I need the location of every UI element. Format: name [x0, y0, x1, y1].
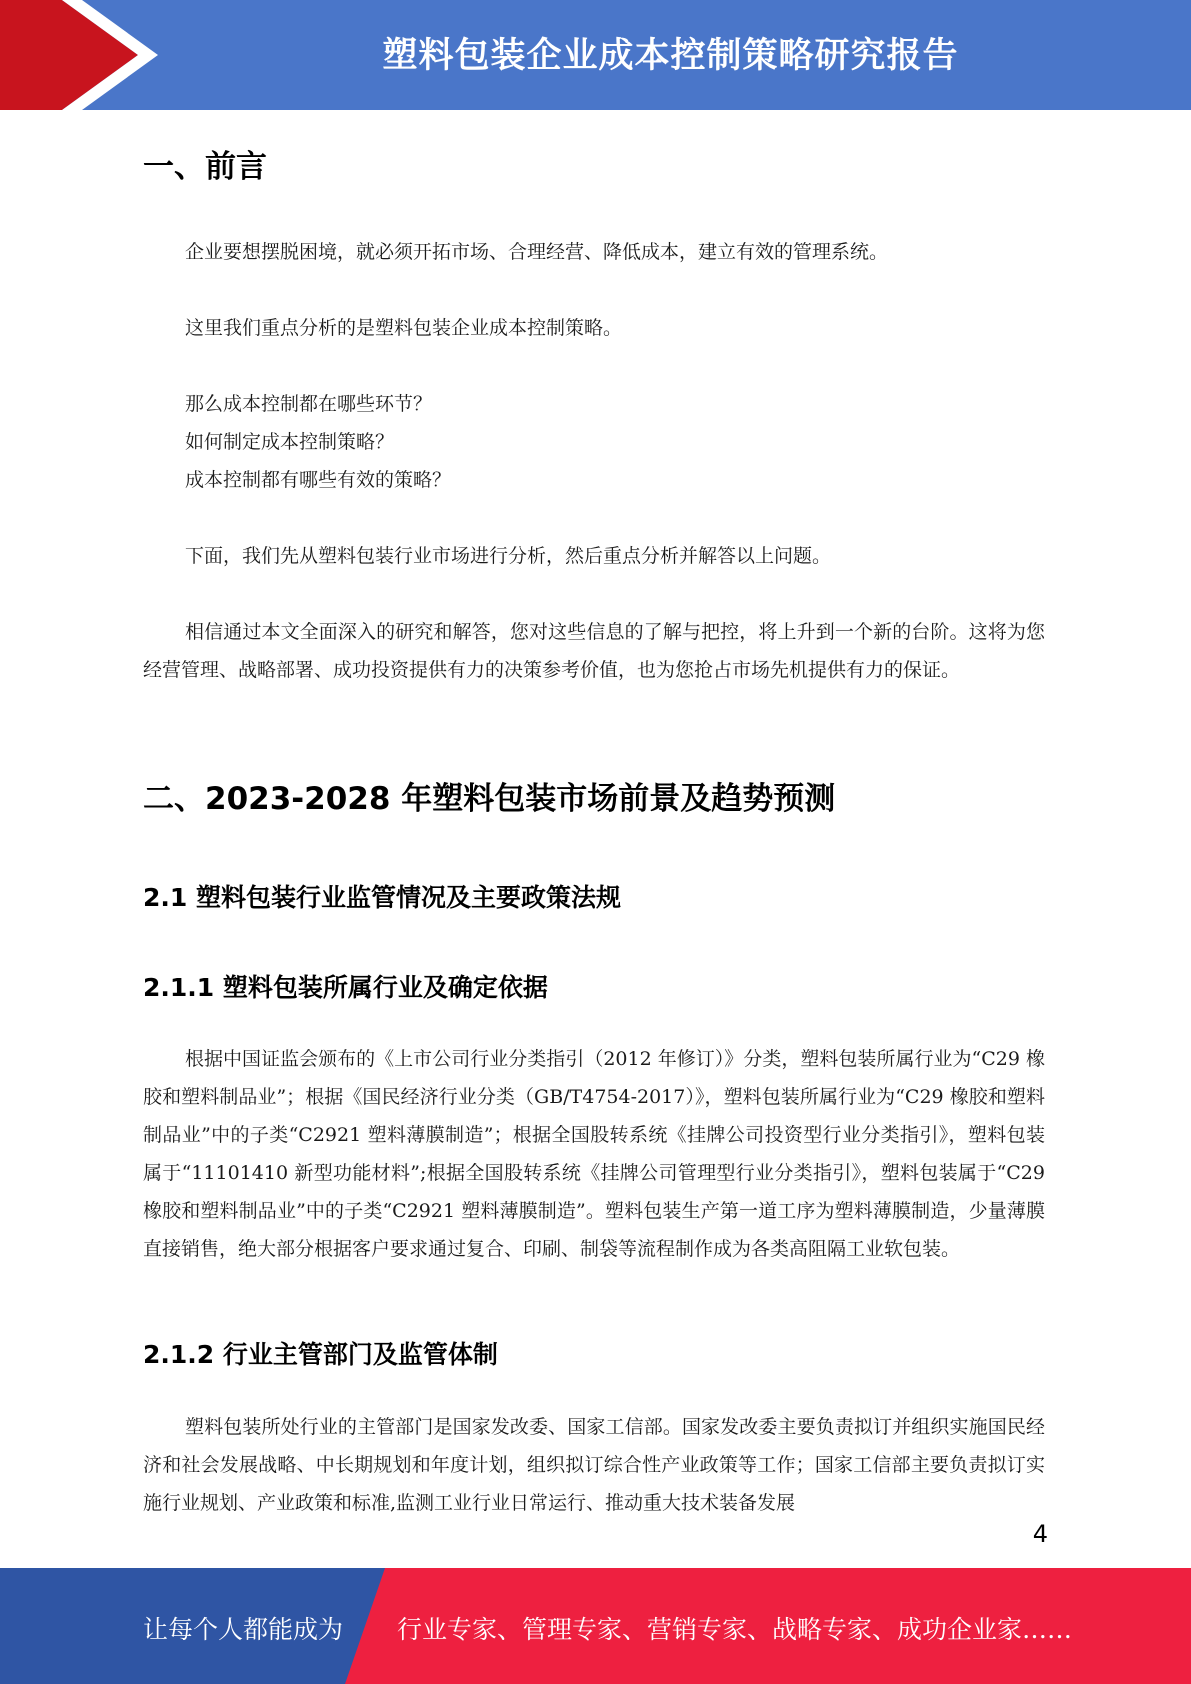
paragraph: 企业要想摆脱困境，就必须开拓市场、合理经营、降低成本，建立有效的管理系统。: [185, 241, 889, 263]
header-chevron-decoration: [0, 0, 160, 110]
question-line: 那么成本控制都在哪些环节？: [185, 393, 433, 415]
subsection-heading-regulation: 2.1 塑料包装行业监管情况及主要政策法规: [143, 883, 621, 912]
paragraph: 这里我们重点分析的是塑料包装企业成本控制策略。: [185, 317, 623, 339]
subsection-heading-authority: 2.1.2 行业主管部门及监管体制: [143, 1340, 498, 1369]
footer-slogan-right: 行业专家、管理专家、营销专家、战略专家、成功企业家……: [397, 1615, 1073, 1644]
section-heading-preface: 一、前言: [143, 149, 267, 185]
footer-slogan-left: 让每个人都能成为: [143, 1615, 344, 1644]
paragraph: 根据中国证监会颁布的《上市公司行业分类指引（2012 年修订）》分类，塑料包装所属行业为“C29 橡胶和塑料制品业”；根据《国民经济行业分类（GB/T4754-2017）》，塑料包装所属行业为“C29 橡胶和塑料制品业”中的子类“C2921 塑料薄膜制造”；根据全国股转系统《挂牌公司投资型行业分类指引》，塑料包装属于“11101410 新型功能材料”;根据全国股转系统《挂牌公司管理型行业分类指引》，塑料包装属于“C29 橡胶和塑料制品业”中的子类“C2921 塑料薄膜制造”。塑料包装生产第一道工序为塑料薄膜制造，少量薄膜直接销售，绝大部分根据客户要求通过复合、印刷、制袋等流程制作成为各类高阻隔工业软包装。: [143, 1048, 1045, 1260]
header-banner: [0, 0, 1191, 110]
paragraph: 塑料包装所处行业的主管部门是国家发改委、国家工信部。国家发改委主要负责拟订并组织实施国民经济和社会发展战略、中长期规划和年度计划，组织拟订综合性产业政策等工作；国家工信部主要负责拟订实施行业规划、产业政策和标准,监测工业行业日常运行、推动重大技术装备发展: [143, 1416, 1045, 1514]
section-heading-market-forecast: 二、2023-2028 年塑料包装市场前景及趋势预测: [143, 781, 836, 817]
question-line: 成本控制都有哪些有效的策略？: [185, 469, 452, 491]
report-title: 塑料包装企业成本控制策略研究报告: [382, 36, 959, 76]
subsection-heading-industry-classification: 2.1.1 塑料包装所属行业及确定依据: [143, 973, 548, 1002]
question-line: 如何制定成本控制策略？: [185, 431, 395, 453]
paragraph: 相信通过本文全面深入的研究和解答，您对这些信息的了解与把控，将上升到一个新的台阶。这将为您经营管理、战略部署、成功投资提供有力的决策参考价值，也为您抢占市场先机提供有力的保证。: [143, 621, 1045, 681]
paragraph: 下面，我们先从塑料包装行业市场进行分析，然后重点分析并解答以上问题。: [185, 545, 832, 567]
footer-banner: [0, 1568, 1191, 1684]
page-number: 4: [1032, 1520, 1048, 1548]
